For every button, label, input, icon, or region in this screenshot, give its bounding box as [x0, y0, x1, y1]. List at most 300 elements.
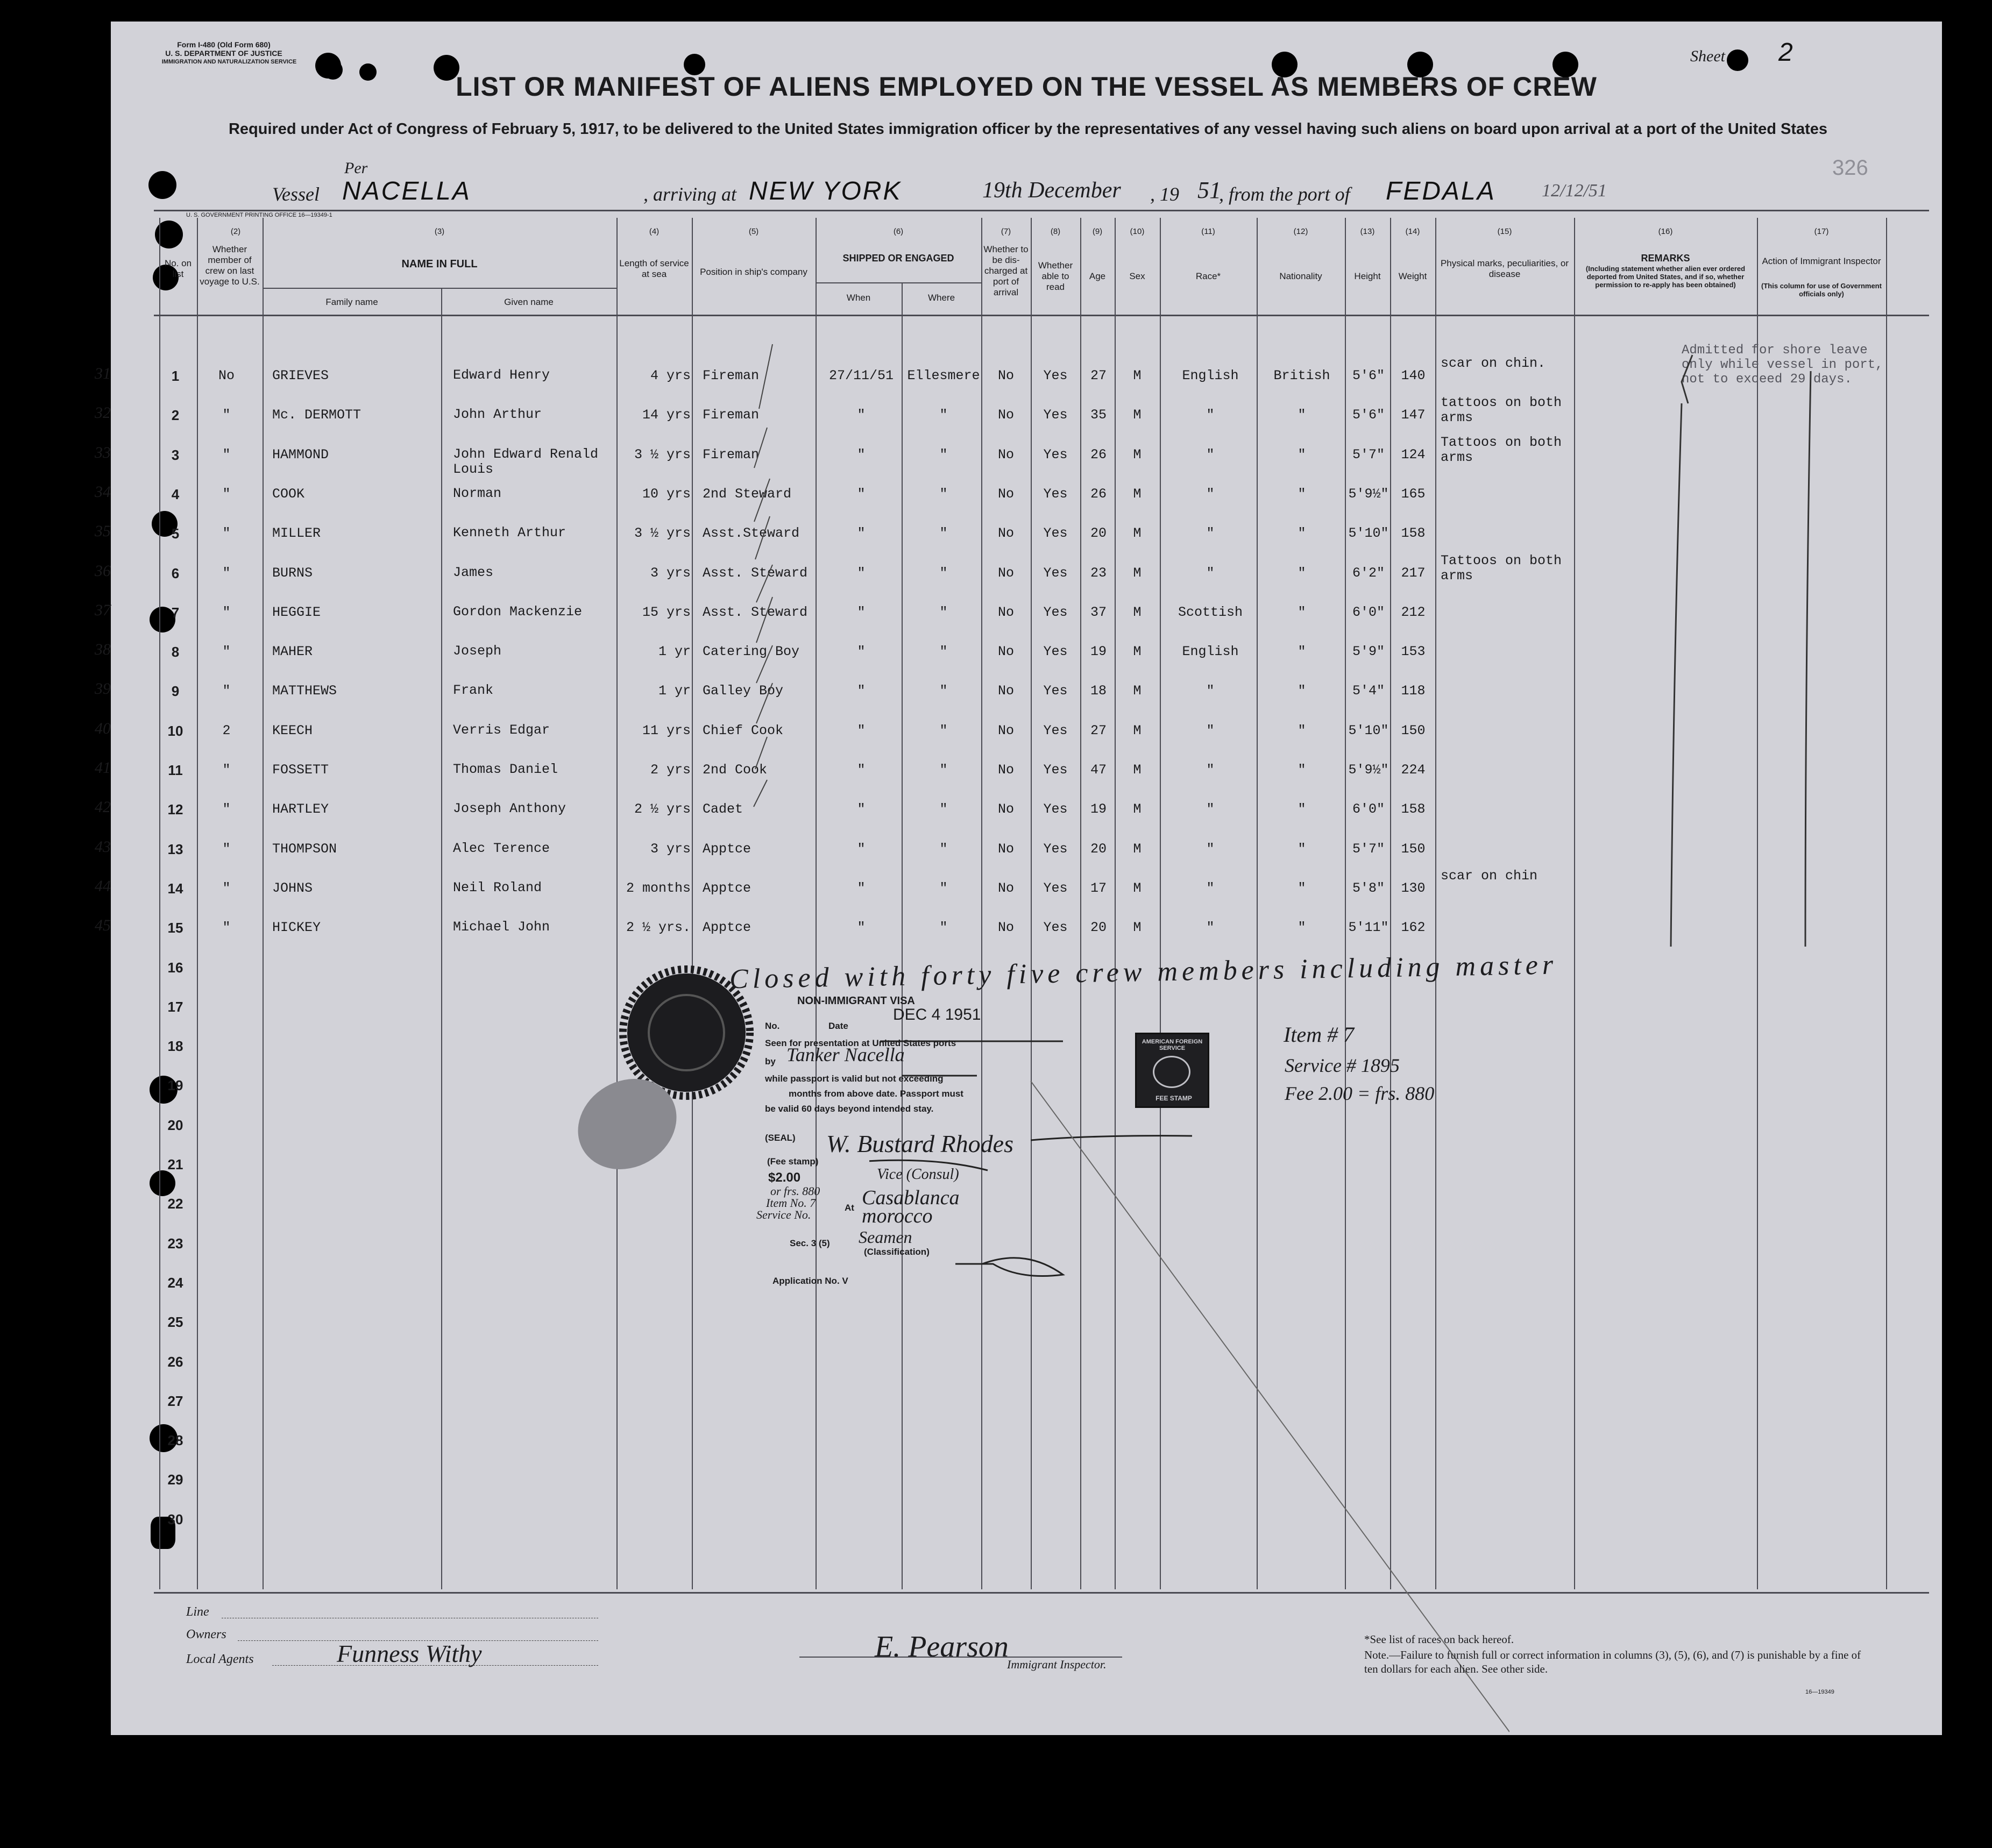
cell-given: Edward Henry: [453, 367, 550, 383]
cell-marks: Tattoos on both arms: [1441, 552, 1562, 584]
empty-row-number: 20: [167, 1117, 183, 1133]
visa-fee-label: (Fee stamp): [767, 1156, 819, 1167]
cell-read: Yes: [1043, 565, 1068, 581]
cell-when: ": [857, 762, 866, 778]
cell-height: 5'11": [1348, 920, 1389, 936]
cell-when: ": [857, 604, 866, 620]
line-number: 45: [95, 916, 111, 935]
cell-height: 5'9½": [1348, 762, 1389, 778]
cell-family: THOMPSON: [272, 841, 337, 857]
cell-service: 11 yrs: [642, 722, 691, 738]
line-number: 33: [95, 443, 111, 461]
cell-nat: ": [1298, 762, 1306, 778]
empty-row-number: 27: [167, 1392, 183, 1409]
header-last-voyage: Whether member of crew on last voyage to U.S.: [200, 244, 260, 287]
cell-height: 6'2": [1352, 565, 1385, 581]
empty-row-number: 19: [167, 1077, 183, 1094]
colnum-7: (7): [1001, 227, 1011, 236]
visa-no-label: No.: [765, 1021, 780, 1031]
cell-disch: No: [997, 525, 1014, 542]
colnum-14: (14): [1405, 227, 1420, 236]
cell-where: ": [939, 407, 948, 423]
cell-no: 11: [168, 762, 183, 778]
cell-height: 5'6": [1352, 407, 1385, 423]
cell-nat: ": [1298, 801, 1306, 818]
grid-line: [816, 282, 981, 283]
cell-age: 27: [1090, 368, 1107, 383]
cell-marks: tattoos on both arms: [1441, 395, 1562, 426]
manifest-sheet: [95, 22, 1942, 1735]
cell-given: Frank: [453, 683, 494, 699]
cell-nat: ": [1298, 722, 1306, 738]
cell-no: 15: [167, 920, 183, 936]
cell-race: ": [1206, 565, 1215, 581]
cell-last: ": [222, 880, 231, 896]
departure-date: 12/12/51: [1542, 181, 1607, 201]
cell-service: 2 ½ yrs: [634, 801, 691, 818]
vessel-label: Vessel: [272, 183, 320, 205]
line-number: 44: [95, 877, 111, 895]
cell-weight: 147: [1401, 407, 1426, 423]
cell-no: 9: [171, 683, 180, 700]
cell-disch: No: [997, 762, 1014, 778]
empty-row-number: 17: [167, 998, 183, 1015]
footer-note-races: *See list of races on back hereof.: [1364, 1633, 1514, 1646]
cell-read: Yes: [1043, 920, 1068, 936]
cell-where: ": [939, 525, 948, 542]
cell-age: 20: [1090, 841, 1107, 857]
cell-nat: ": [1298, 446, 1306, 463]
header-position: Position in ship's company: [700, 267, 807, 277]
cell-weight: 158: [1401, 525, 1426, 542]
colnum-5: (5): [748, 227, 759, 236]
cell-where: ": [939, 801, 948, 818]
grid-line: [441, 288, 442, 1589]
cell-given: Gordon Mackenzie: [453, 603, 583, 620]
cell-position: Asst.Steward: [703, 525, 800, 542]
vessel-prefix: Per: [344, 159, 368, 177]
grid-line: [1886, 218, 1887, 1589]
cell-race: ": [1206, 683, 1215, 699]
fee-note-service: Service # 1895: [1285, 1055, 1400, 1076]
footer-code: 16—19349: [1805, 1689, 1834, 1695]
cell-given: Neil Roland: [453, 879, 542, 895]
cell-age: 19: [1090, 644, 1107, 660]
cell-service: 3 yrs: [650, 841, 691, 857]
cell-service: 3 ½ yrs: [634, 525, 691, 542]
cell-position: Apptce: [703, 880, 752, 896]
cell-read: Yes: [1043, 801, 1068, 818]
cell-race: ": [1206, 762, 1215, 778]
cell-given: Michael John: [453, 919, 550, 935]
cell-service: 1 yr: [658, 683, 691, 699]
grid-line: [1574, 218, 1575, 1589]
cell-no: 3: [171, 446, 180, 463]
cell-service: 3 ½ yrs: [634, 446, 691, 463]
cell-where: ": [939, 683, 948, 699]
cell-service: 1 yr: [658, 644, 691, 660]
cell-nat: ": [1298, 841, 1306, 857]
cell-sex: M: [1133, 525, 1142, 542]
cell-family: HICKEY: [272, 920, 321, 936]
cell-race: ": [1206, 880, 1215, 896]
empty-row-number: 16: [167, 959, 183, 976]
punch-hole: [1727, 49, 1748, 71]
cell-given: Thomas Daniel: [453, 762, 558, 777]
cell-disch: No: [997, 683, 1014, 699]
department: U. S. DEPARTMENT OF JUSTICE: [165, 49, 282, 58]
cell-last: ": [222, 762, 231, 778]
footer-note-failure: Note.—Failure to furnish full or correct information in columns (3), (5), (6), and (7) is punishable by a fine of ten dollars for each alien. See other side.: [1364, 1648, 1861, 1675]
grid-line: [981, 218, 982, 1589]
colnum-9: (9): [1092, 227, 1103, 236]
cell-disch: No: [997, 841, 1014, 857]
cell-last: ": [222, 683, 231, 699]
header-physical: Physical marks, peculiarities, or disease: [1440, 258, 1569, 279]
header-shipped: SHIPPED OR ENGAGED: [842, 253, 954, 264]
line-number: 42: [95, 798, 111, 816]
line-number: 41: [95, 759, 111, 777]
closing-note: Closed with forty five crew members including master: [729, 949, 1558, 995]
cell-read: Yes: [1043, 368, 1068, 383]
cell-position: Apptce: [703, 841, 752, 857]
cell-weight: 224: [1401, 762, 1426, 778]
header-able-read: Whether able to read: [1038, 260, 1073, 292]
colnum-4: (4): [649, 227, 660, 236]
cell-nat: ": [1298, 920, 1306, 936]
cell-service: 10 yrs: [642, 486, 691, 502]
consul-signature: W. Bustard Rhodes: [826, 1130, 1013, 1157]
cell-when: ": [857, 801, 866, 818]
colnum-3: (3): [434, 227, 445, 236]
visa-line2: while passport is valid but not exceeding: [765, 1074, 944, 1084]
header-given-name: Given name: [504, 297, 554, 307]
cell-where: ": [939, 486, 948, 502]
cell-disch: No: [997, 722, 1014, 738]
grid-line: [197, 218, 198, 1589]
cell-race: English: [1182, 644, 1239, 660]
cell-position: Fireman: [703, 407, 760, 423]
cell-age: 19: [1090, 801, 1107, 818]
visa-line3: months from above date. Passport must: [789, 1089, 963, 1099]
empty-row-number: 29: [167, 1472, 183, 1488]
visa-place: Casablanca morocco: [862, 1186, 960, 1227]
visa-at-label: At: [845, 1203, 854, 1213]
line-number: 36: [95, 561, 111, 580]
cell-given: John Edward Renald Louis: [453, 446, 599, 477]
cell-disch: No: [997, 407, 1014, 423]
from-port: FEDALA: [1386, 177, 1496, 205]
cell-family: JOHNS: [272, 880, 313, 896]
cell-last: ": [222, 525, 231, 542]
cell-disch: No: [997, 604, 1014, 620]
document-title: LIST OR MANIFEST OF ALIENS EMPLOYED ON THE VESSEL AS MEMBERS OF CREW: [456, 72, 1597, 102]
fee-stamp-bottom: FEE STAMP: [1155, 1094, 1192, 1102]
cell-when: ": [857, 722, 866, 738]
cell-no: 6: [171, 565, 180, 581]
cell-nat: ": [1298, 565, 1306, 581]
colnum-11: (11): [1201, 227, 1215, 236]
cell-when: ": [857, 565, 866, 581]
cell-when: ": [857, 683, 866, 699]
cell-read: Yes: [1043, 762, 1068, 778]
cell-position: Asst. Steward: [703, 604, 808, 620]
cell-sex: M: [1133, 604, 1142, 620]
cell-last: ": [222, 841, 231, 857]
cell-marks: scar on chin.: [1441, 356, 1546, 371]
colnum-8: (8): [1050, 227, 1061, 236]
cell-last: ": [222, 644, 231, 660]
empty-row-number: 21: [167, 1156, 183, 1172]
header-length-service: Length of service at sea: [619, 258, 689, 279]
colnum-10: (10): [1130, 227, 1145, 236]
cell-sex: M: [1133, 683, 1142, 699]
cell-race: ": [1206, 722, 1215, 738]
cell-where: ": [939, 644, 948, 660]
grid-line: [263, 218, 264, 1589]
fee-note-fee: Fee 2.00 = frs. 880: [1285, 1083, 1435, 1104]
cell-where: Ellesmere: [907, 368, 980, 383]
cell-nat: ": [1298, 525, 1306, 542]
cell-given: Verris Edgar: [453, 722, 550, 738]
cell-age: 47: [1090, 762, 1107, 778]
cell-weight: 153: [1401, 644, 1426, 660]
cell-last: ": [222, 407, 231, 423]
header-no-in-list: No. on list: [164, 258, 192, 279]
cell-read: Yes: [1043, 880, 1068, 896]
empty-row-number: 22: [167, 1196, 183, 1212]
agents-label: Local Agents: [186, 1652, 254, 1666]
visa-seal: (SEAL): [765, 1133, 796, 1143]
visa-title: NON-IMMIGRANT VISA: [797, 995, 915, 1007]
cell-given: Alec Terence: [453, 840, 550, 856]
cell-last: ": [222, 801, 231, 818]
cell-sex: M: [1133, 446, 1142, 463]
cell-height: 6'0": [1352, 801, 1385, 818]
cell-race: ": [1206, 525, 1215, 542]
header-discharged: Whether to be dis-charged at port of arrival: [983, 244, 1029, 297]
form-number: Form I-480 (Old Form 680): [177, 40, 271, 49]
cell-weight: 165: [1401, 486, 1426, 502]
cell-disch: No: [997, 565, 1014, 581]
cell-height: 5'10": [1348, 525, 1389, 542]
cell-sex: M: [1133, 486, 1142, 502]
colnum-2: (2): [230, 227, 241, 236]
header-when: When: [846, 293, 871, 303]
stamped-number: 326: [1832, 156, 1868, 180]
cell-given: John Arthur: [453, 407, 542, 423]
visa-item-no: Item No. 7: [766, 1196, 816, 1210]
cell-no: 12: [167, 801, 183, 818]
cell-no: 1: [171, 368, 180, 384]
cell-height: 5'6": [1352, 368, 1385, 383]
line-number: 37: [95, 601, 111, 619]
header-weight: Weight: [1398, 271, 1427, 281]
cell-weight: 212: [1401, 604, 1426, 620]
grid-line: [154, 315, 1929, 316]
cell-no: 4: [171, 486, 180, 502]
cell-disch: No: [997, 801, 1014, 818]
fee-stamp-top: AMERICAN FOREIGN SERVICE: [1142, 1039, 1203, 1051]
arrival-port: NEW YORK: [749, 177, 902, 205]
cell-disch: No: [997, 446, 1014, 463]
empty-row-number: 25: [167, 1314, 183, 1331]
arriving-label: , arriving at: [643, 183, 737, 205]
cell-disch: No: [997, 920, 1014, 936]
punch-hole: [150, 1170, 175, 1196]
colnum-15: (15): [1497, 227, 1512, 236]
cell-family: HEGGIE: [272, 604, 321, 620]
cell-weight: 150: [1401, 722, 1426, 738]
cell-read: Yes: [1043, 722, 1068, 738]
tick-marks: [703, 328, 832, 952]
cell-when: 27/11/51: [828, 368, 894, 383]
cell-position: 2nd Steward: [703, 486, 792, 502]
cell-nat: ": [1298, 407, 1306, 423]
cell-age: 35: [1090, 407, 1107, 423]
cell-read: Yes: [1043, 604, 1068, 620]
punch-hole: [148, 171, 176, 199]
cell-where: ": [939, 880, 948, 896]
arrival-year: 51: [1197, 177, 1221, 203]
cell-when: ": [857, 486, 866, 502]
colnum-17: (17): [1814, 227, 1829, 236]
cell-read: Yes: [1043, 644, 1068, 660]
cell-family: Mc. DERMOTT: [272, 407, 361, 423]
cell-age: 17: [1090, 880, 1107, 896]
cell-service: 2 ½ yrs.: [626, 920, 691, 936]
cell-weight: 124: [1401, 446, 1426, 463]
cell-read: Yes: [1043, 683, 1068, 699]
cell-service: 2 yrs: [650, 762, 691, 778]
cell-where: ": [939, 841, 948, 857]
header-age: Age: [1089, 271, 1106, 281]
cell-where: ": [939, 920, 948, 936]
cell-age: 20: [1090, 525, 1107, 542]
line-label: Line: [186, 1605, 209, 1619]
cell-service: 15 yrs: [642, 604, 691, 620]
cell-position: Chief Cook: [703, 722, 784, 738]
header-name-in-full: NAME IN FULL: [401, 258, 478, 270]
visa-section: Sec. 3 (5): [790, 1238, 830, 1248]
cell-position: Apptce: [703, 920, 752, 936]
cell-when: ": [857, 525, 866, 542]
embossed-seal: [563, 952, 799, 1189]
line-number: 43: [95, 837, 111, 856]
arrival-date: 19th December: [982, 178, 1121, 203]
cell-race: ": [1206, 446, 1215, 463]
cell-where: ": [939, 762, 948, 778]
from-label: , from the port of: [1219, 183, 1350, 205]
cell-age: 23: [1090, 565, 1107, 581]
line-number: 38: [95, 641, 111, 659]
printing-office: U. S. GOVERNMENT PRINTING OFFICE 16—19349-1: [186, 212, 332, 218]
document-subtitle: Required under Act of Congress of February 5, 1917, to be delivered to the United States immigration officer by the representatives of any vessel having such aliens on board upon arrival at a port of the United States: [228, 120, 1828, 138]
colnum-16: (16): [1658, 227, 1673, 236]
cell-last: ": [222, 446, 231, 463]
cell-nat: ": [1298, 880, 1306, 896]
consul-title: Vice (Consul): [877, 1166, 959, 1183]
cell-last: ": [222, 486, 231, 502]
cell-sex: M: [1133, 565, 1142, 581]
cell-no: 2: [171, 407, 180, 424]
cell-no: 5: [171, 525, 180, 542]
cell-sex: M: [1133, 368, 1142, 383]
cell-race: ": [1206, 407, 1215, 423]
cell-last: No: [218, 368, 235, 383]
header-action: Action of Immigrant Inspector: [1762, 256, 1881, 266]
year-prefix: , 19: [1150, 183, 1179, 205]
cell-family: GRIEVES: [272, 368, 329, 383]
cell-weight: 140: [1401, 368, 1426, 383]
cell-where: ": [939, 604, 948, 620]
cell-nat: ": [1298, 644, 1306, 660]
cell-race: ": [1206, 841, 1215, 857]
cell-age: 37: [1090, 604, 1107, 620]
cell-race: English: [1182, 368, 1239, 383]
header-height: Height: [1354, 271, 1381, 281]
cell-family: HAMMOND: [272, 446, 329, 463]
cell-height: 6'0": [1352, 604, 1385, 620]
cell-nat: ": [1298, 683, 1306, 699]
cell-family: FOSSETT: [272, 762, 329, 778]
cell-age: 18: [1090, 683, 1107, 699]
agents-value: Funness Withy: [337, 1640, 482, 1667]
colnum-13: (13): [1360, 227, 1375, 236]
cell-weight: 217: [1401, 565, 1426, 581]
cell-read: Yes: [1043, 841, 1068, 857]
cell-where: ": [939, 446, 948, 463]
cell-height: 5'9": [1352, 644, 1385, 660]
vessel-name: NACELLA: [342, 177, 471, 205]
cell-height: 5'9½": [1348, 486, 1389, 502]
cell-marks: Tattoos on both arms: [1441, 434, 1562, 465]
empty-row-number: 28: [167, 1432, 183, 1449]
cell-family: MATTHEWS: [272, 683, 337, 699]
sheet-label: Sheet: [1690, 47, 1725, 65]
cell-family: BURNS: [272, 565, 313, 581]
line-number: 35: [95, 522, 111, 541]
cell-sex: M: [1133, 880, 1142, 896]
header-nationality: Nationality: [1279, 271, 1322, 281]
cell-when: ": [857, 407, 866, 423]
cell-given: Joseph: [453, 643, 502, 659]
cell-no: 8: [171, 644, 180, 660]
sheet-number: 2: [1778, 38, 1795, 67]
cell-weight: 130: [1401, 880, 1426, 896]
cell-height: 5'7": [1352, 841, 1385, 857]
cell-weight: 158: [1401, 801, 1426, 818]
cell-race: Scottish: [1178, 604, 1243, 620]
cell-sex: M: [1133, 801, 1142, 818]
cell-height: 5'4": [1352, 683, 1385, 699]
cell-sex: M: [1133, 644, 1142, 660]
cell-service: 3 yrs: [650, 565, 691, 581]
visa-fee-value: $2.00: [768, 1170, 801, 1185]
cell-position: Fireman: [703, 446, 760, 463]
cell-age: 27: [1090, 722, 1107, 738]
empty-row-number: 30: [167, 1511, 183, 1527]
service: IMMIGRATION AND NATURALIZATION SERVICE: [161, 59, 297, 65]
visa-line1: Seen for presentation at United States ports: [765, 1038, 956, 1048]
cell-sex: M: [1133, 920, 1142, 936]
cell-no: 14: [167, 880, 183, 897]
visa-line4: be valid 60 days beyond intended stay.: [765, 1104, 934, 1114]
cell-read: Yes: [1043, 446, 1068, 463]
cell-position: 2nd Cook: [703, 762, 768, 778]
grid-line: [616, 218, 618, 1589]
cell-nat: ": [1298, 486, 1306, 502]
